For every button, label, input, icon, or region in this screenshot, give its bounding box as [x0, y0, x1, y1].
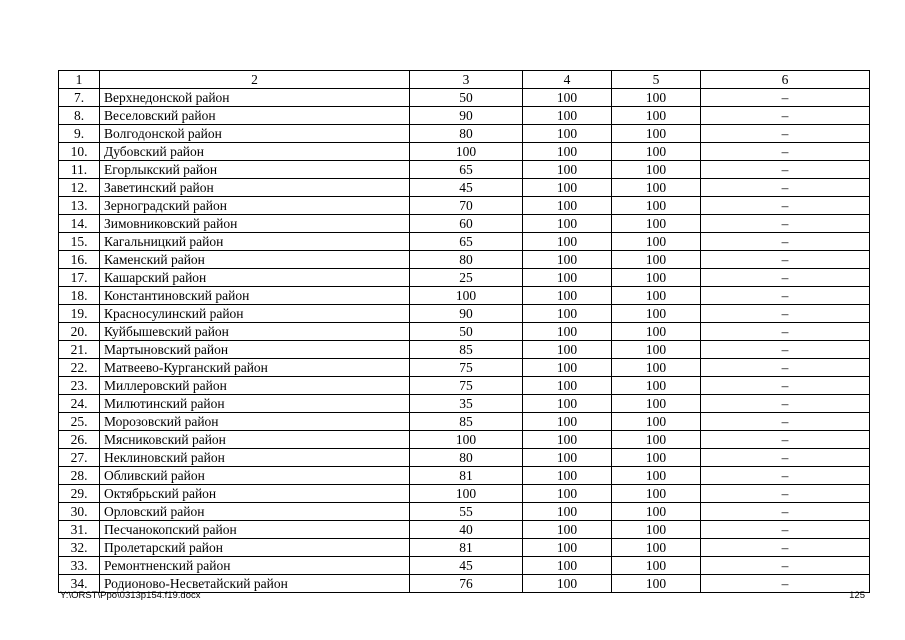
value-cell-5: 100 — [612, 413, 701, 431]
value-cell-3: 100 — [410, 431, 523, 449]
value-cell-6: – — [701, 305, 870, 323]
value-cell-6: – — [701, 377, 870, 395]
table-row — [59, 503, 870, 521]
value-cell-3: 70 — [410, 197, 523, 215]
value-cell-4: 100 — [523, 359, 612, 377]
value-cell-5: 100 — [612, 125, 701, 143]
value-cell-5: 100 — [612, 143, 701, 161]
value-cell-4: 100 — [523, 341, 612, 359]
row-number-cell: 9. — [59, 125, 100, 143]
row-number-cell: 33. — [59, 557, 100, 575]
table-row — [59, 323, 870, 341]
district-name-cell: Ремонтненский район — [100, 557, 410, 575]
table-row — [59, 125, 870, 143]
district-name-cell: Морозовский район — [100, 413, 410, 431]
row-number-cell: 14. — [59, 215, 100, 233]
data-table — [58, 70, 870, 593]
value-cell-3: 76 — [410, 575, 523, 593]
value-cell-4: 100 — [523, 449, 612, 467]
row-number-cell: 12. — [59, 179, 100, 197]
value-cell-5: 100 — [612, 179, 701, 197]
row-number-cell: 23. — [59, 377, 100, 395]
district-name-cell: Зимовниковский район — [100, 215, 410, 233]
table-row — [59, 107, 870, 125]
row-number-cell: 10. — [59, 143, 100, 161]
value-cell-3: 100 — [410, 287, 523, 305]
table-row — [59, 233, 870, 251]
value-cell-5: 100 — [612, 287, 701, 305]
table-row — [59, 89, 870, 107]
district-name-cell: Мартыновский район — [100, 341, 410, 359]
value-cell-6: – — [701, 359, 870, 377]
value-cell-6: – — [701, 503, 870, 521]
value-cell-6: – — [701, 413, 870, 431]
table-row — [59, 341, 870, 359]
value-cell-3: 40 — [410, 521, 523, 539]
value-cell-5: 100 — [612, 377, 701, 395]
row-number-cell: 17. — [59, 269, 100, 287]
value-cell-4: 100 — [523, 143, 612, 161]
value-cell-3: 90 — [410, 305, 523, 323]
value-cell-3: 25 — [410, 269, 523, 287]
district-name-cell: Константиновский район — [100, 287, 410, 305]
value-cell-4: 100 — [523, 107, 612, 125]
district-name-cell: Веселовский район — [100, 107, 410, 125]
value-cell-5: 100 — [612, 107, 701, 125]
table-row — [59, 557, 870, 575]
value-cell-4: 100 — [523, 395, 612, 413]
page-number: 125 — [849, 590, 865, 601]
district-name-cell: Верхнедонской район — [100, 89, 410, 107]
value-cell-4: 100 — [523, 323, 612, 341]
value-cell-3: 100 — [410, 485, 523, 503]
value-cell-3: 85 — [410, 341, 523, 359]
value-cell-4: 100 — [523, 179, 612, 197]
value-cell-5: 100 — [612, 233, 701, 251]
table-row — [59, 215, 870, 233]
value-cell-4: 100 — [523, 377, 612, 395]
table-row — [59, 449, 870, 467]
value-cell-6: – — [701, 539, 870, 557]
district-name-cell: Неклиновский район — [100, 449, 410, 467]
table-row — [59, 377, 870, 395]
value-cell-5: 100 — [612, 521, 701, 539]
district-name-cell: Каменский район — [100, 251, 410, 269]
value-cell-6: – — [701, 575, 870, 593]
district-name-cell: Дубовский район — [100, 143, 410, 161]
value-cell-5: 100 — [612, 485, 701, 503]
value-cell-6: – — [701, 197, 870, 215]
row-number-cell: 15. — [59, 233, 100, 251]
table-row — [59, 413, 870, 431]
value-cell-3: 45 — [410, 179, 523, 197]
value-cell-5: 100 — [612, 305, 701, 323]
value-cell-6: – — [701, 485, 870, 503]
value-cell-3: 45 — [410, 557, 523, 575]
district-name-cell: Пролетарский район — [100, 539, 410, 557]
district-name-cell: Мясниковский район — [100, 431, 410, 449]
row-number-cell: 13. — [59, 197, 100, 215]
row-number-cell: 27. — [59, 449, 100, 467]
value-cell-5: 100 — [612, 197, 701, 215]
value-cell-6: – — [701, 521, 870, 539]
value-cell-3: 81 — [410, 539, 523, 557]
value-cell-5: 100 — [612, 557, 701, 575]
table-header-row — [59, 71, 870, 89]
table-row — [59, 431, 870, 449]
value-cell-6: – — [701, 107, 870, 125]
value-cell-4: 100 — [523, 197, 612, 215]
district-name-cell: Миллеровский район — [100, 377, 410, 395]
value-cell-3: 50 — [410, 89, 523, 107]
row-number-cell: 28. — [59, 467, 100, 485]
district-name-cell: Песчанокопский район — [100, 521, 410, 539]
value-cell-6: – — [701, 323, 870, 341]
value-cell-4: 100 — [523, 413, 612, 431]
value-cell-4: 100 — [523, 557, 612, 575]
value-cell-4: 100 — [523, 485, 612, 503]
value-cell-3: 80 — [410, 125, 523, 143]
value-cell-4: 100 — [523, 233, 612, 251]
value-cell-3: 75 — [410, 359, 523, 377]
header-cell: 2 — [100, 71, 410, 89]
value-cell-5: 100 — [612, 251, 701, 269]
table-row — [59, 143, 870, 161]
value-cell-4: 100 — [523, 521, 612, 539]
value-cell-6: – — [701, 251, 870, 269]
table-row — [59, 359, 870, 377]
row-number-cell: 24. — [59, 395, 100, 413]
value-cell-3: 55 — [410, 503, 523, 521]
value-cell-6: – — [701, 233, 870, 251]
row-number-cell: 8. — [59, 107, 100, 125]
district-name-cell: Заветинский район — [100, 179, 410, 197]
value-cell-3: 80 — [410, 251, 523, 269]
value-cell-6: – — [701, 467, 870, 485]
value-cell-6: – — [701, 161, 870, 179]
row-number-cell: 32. — [59, 539, 100, 557]
row-number-cell: 16. — [59, 251, 100, 269]
table-row — [59, 197, 870, 215]
district-name-cell: Матвеево-Курганский район — [100, 359, 410, 377]
row-number-cell: 29. — [59, 485, 100, 503]
row-number-cell: 34. — [59, 575, 100, 593]
value-cell-3: 35 — [410, 395, 523, 413]
district-name-cell: Волгодонской район — [100, 125, 410, 143]
table-row — [59, 467, 870, 485]
table-row — [59, 269, 870, 287]
table-row — [59, 395, 870, 413]
value-cell-5: 100 — [612, 449, 701, 467]
value-cell-6: – — [701, 269, 870, 287]
value-cell-6: – — [701, 395, 870, 413]
value-cell-5: 100 — [612, 503, 701, 521]
value-cell-3: 81 — [410, 467, 523, 485]
value-cell-3: 60 — [410, 215, 523, 233]
row-number-cell: 30. — [59, 503, 100, 521]
value-cell-6: – — [701, 179, 870, 197]
value-cell-4: 100 — [523, 89, 612, 107]
footer-file-path: Y:\ORST\Ppo\0313p154.f19.docx — [60, 590, 201, 601]
table-row — [59, 305, 870, 323]
row-number-cell: 11. — [59, 161, 100, 179]
value-cell-5: 100 — [612, 215, 701, 233]
value-cell-4: 100 — [523, 305, 612, 323]
district-name-cell: Орловский район — [100, 503, 410, 521]
value-cell-5: 100 — [612, 269, 701, 287]
value-cell-3: 85 — [410, 413, 523, 431]
district-name-cell: Кагальницкий район — [100, 233, 410, 251]
table-row — [59, 287, 870, 305]
value-cell-4: 100 — [523, 467, 612, 485]
value-cell-6: – — [701, 215, 870, 233]
value-cell-6: – — [701, 341, 870, 359]
value-cell-3: 80 — [410, 449, 523, 467]
value-cell-6: – — [701, 89, 870, 107]
value-cell-5: 100 — [612, 341, 701, 359]
value-cell-5: 100 — [612, 539, 701, 557]
header-cell: 3 — [410, 71, 523, 89]
value-cell-3: 50 — [410, 323, 523, 341]
district-name-cell: Октябрьский район — [100, 485, 410, 503]
table-row — [59, 161, 870, 179]
value-cell-5: 100 — [612, 431, 701, 449]
value-cell-4: 100 — [523, 251, 612, 269]
value-cell-6: – — [701, 557, 870, 575]
value-cell-4: 100 — [523, 269, 612, 287]
row-number-cell: 21. — [59, 341, 100, 359]
value-cell-6: – — [701, 143, 870, 161]
value-cell-3: 65 — [410, 161, 523, 179]
header-cell: 6 — [701, 71, 870, 89]
value-cell-4: 100 — [523, 161, 612, 179]
value-cell-4: 100 — [523, 125, 612, 143]
header-cell: 4 — [523, 71, 612, 89]
value-cell-4: 100 — [523, 431, 612, 449]
row-number-cell: 18. — [59, 287, 100, 305]
district-name-cell: Милютинский район — [100, 395, 410, 413]
value-cell-5: 100 — [612, 467, 701, 485]
value-cell-5: 100 — [612, 395, 701, 413]
table-row — [59, 251, 870, 269]
district-name-cell: Зерноградский район — [100, 197, 410, 215]
row-number-cell: 20. — [59, 323, 100, 341]
value-cell-5: 100 — [612, 89, 701, 107]
value-cell-4: 100 — [523, 287, 612, 305]
district-name-cell: Куйбышевский район — [100, 323, 410, 341]
value-cell-3: 65 — [410, 233, 523, 251]
value-cell-3: 75 — [410, 377, 523, 395]
table-row — [59, 485, 870, 503]
header-cell: 5 — [612, 71, 701, 89]
district-name-cell: Егорлыкский район — [100, 161, 410, 179]
value-cell-5: 100 — [612, 161, 701, 179]
value-cell-6: – — [701, 125, 870, 143]
table-row — [59, 521, 870, 539]
value-cell-5: 100 — [612, 359, 701, 377]
district-name-cell: Родионово-Несветайский район — [100, 575, 410, 593]
value-cell-4: 100 — [523, 215, 612, 233]
table-row — [59, 179, 870, 197]
value-cell-5: 100 — [612, 323, 701, 341]
row-number-cell: 22. — [59, 359, 100, 377]
value-cell-4: 100 — [523, 575, 612, 593]
row-number-cell: 31. — [59, 521, 100, 539]
value-cell-4: 100 — [523, 539, 612, 557]
value-cell-6: – — [701, 449, 870, 467]
header-cell: 1 — [59, 71, 100, 89]
value-cell-6: – — [701, 431, 870, 449]
district-name-cell: Красносулинский район — [100, 305, 410, 323]
district-name-cell: Обливский район — [100, 467, 410, 485]
district-name-cell: Кашарский район — [100, 269, 410, 287]
value-cell-4: 100 — [523, 503, 612, 521]
value-cell-6: – — [701, 287, 870, 305]
value-cell-3: 100 — [410, 143, 523, 161]
row-number-cell: 7. — [59, 89, 100, 107]
table-row — [59, 539, 870, 557]
value-cell-3: 90 — [410, 107, 523, 125]
row-number-cell: 19. — [59, 305, 100, 323]
row-number-cell: 26. — [59, 431, 100, 449]
row-number-cell: 25. — [59, 413, 100, 431]
value-cell-5: 100 — [612, 575, 701, 593]
